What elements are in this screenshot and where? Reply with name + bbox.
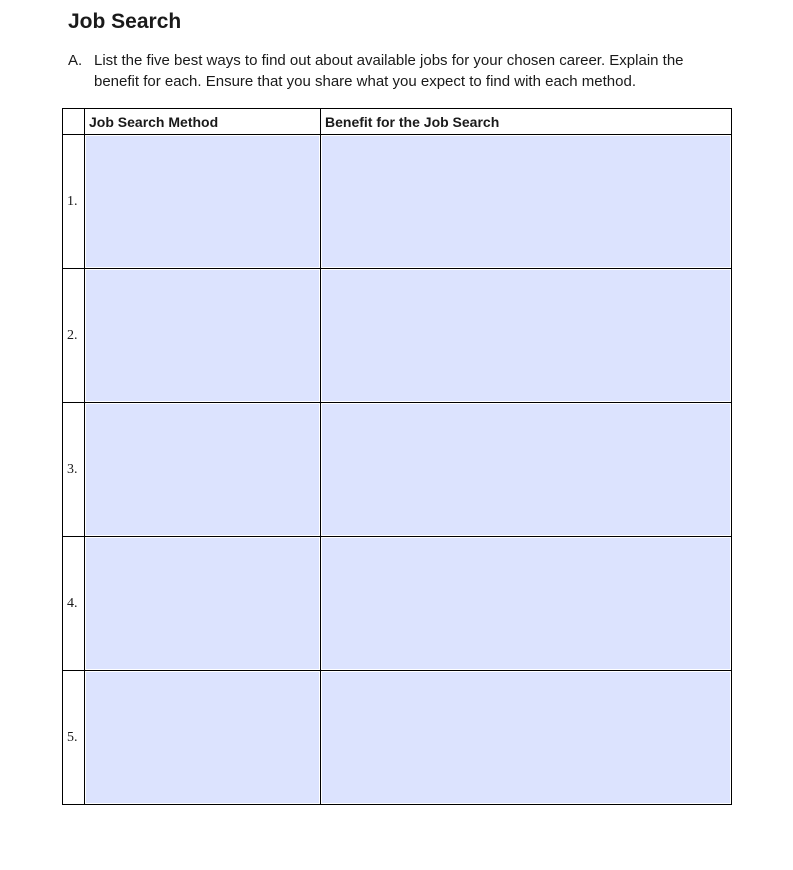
job-search-table: [62, 108, 732, 805]
row-number: 1.: [63, 135, 85, 269]
instruction-a: [68, 50, 728, 92]
row-number: 3.: [63, 403, 85, 537]
instruction-marker: A.: [68, 52, 83, 69]
benefit-input-5[interactable]: [322, 672, 730, 803]
benefit-input-2[interactable]: [322, 270, 730, 401]
row-number: 5.: [63, 671, 85, 805]
method-input-4[interactable]: [86, 538, 319, 669]
benefit-input-4[interactable]: [322, 538, 730, 669]
table-row: [63, 269, 732, 403]
method-input-1[interactable]: [86, 136, 319, 267]
table-row: [63, 403, 732, 537]
table-row: [63, 135, 732, 269]
instruction-text: List the five best ways to find out about available jobs for your chosen career. Explain the benefit for each. Ensure that you share what you expect to find with each method.: [94, 52, 684, 90]
benefit-field-4[interactable]: [321, 537, 732, 671]
method-field-2[interactable]: [85, 269, 321, 403]
benefit-field-5[interactable]: [321, 671, 732, 805]
method-input-2[interactable]: [86, 270, 319, 401]
benefit-input-1[interactable]: [322, 136, 730, 267]
header-number: [63, 109, 85, 135]
row-number: 4.: [63, 537, 85, 671]
row-number: 2.: [63, 269, 85, 403]
method-input-5[interactable]: [86, 672, 319, 803]
table-row: [63, 671, 732, 805]
header-benefit: Benefit for the Job Search: [321, 109, 732, 135]
table-header-row: [63, 109, 732, 135]
header-job-search-method: Job Search Method: [85, 109, 321, 135]
benefit-field-2[interactable]: [321, 269, 732, 403]
benefit-field-3[interactable]: [321, 403, 732, 537]
page-title: Job Search: [68, 10, 182, 33]
benefit-input-3[interactable]: [322, 404, 730, 535]
method-field-4[interactable]: [85, 537, 321, 671]
method-field-3[interactable]: [85, 403, 321, 537]
benefit-field-1[interactable]: [321, 135, 732, 269]
method-input-3[interactable]: [86, 404, 319, 535]
method-field-1[interactable]: [85, 135, 321, 269]
table-row: [63, 537, 732, 671]
method-field-5[interactable]: [85, 671, 321, 805]
